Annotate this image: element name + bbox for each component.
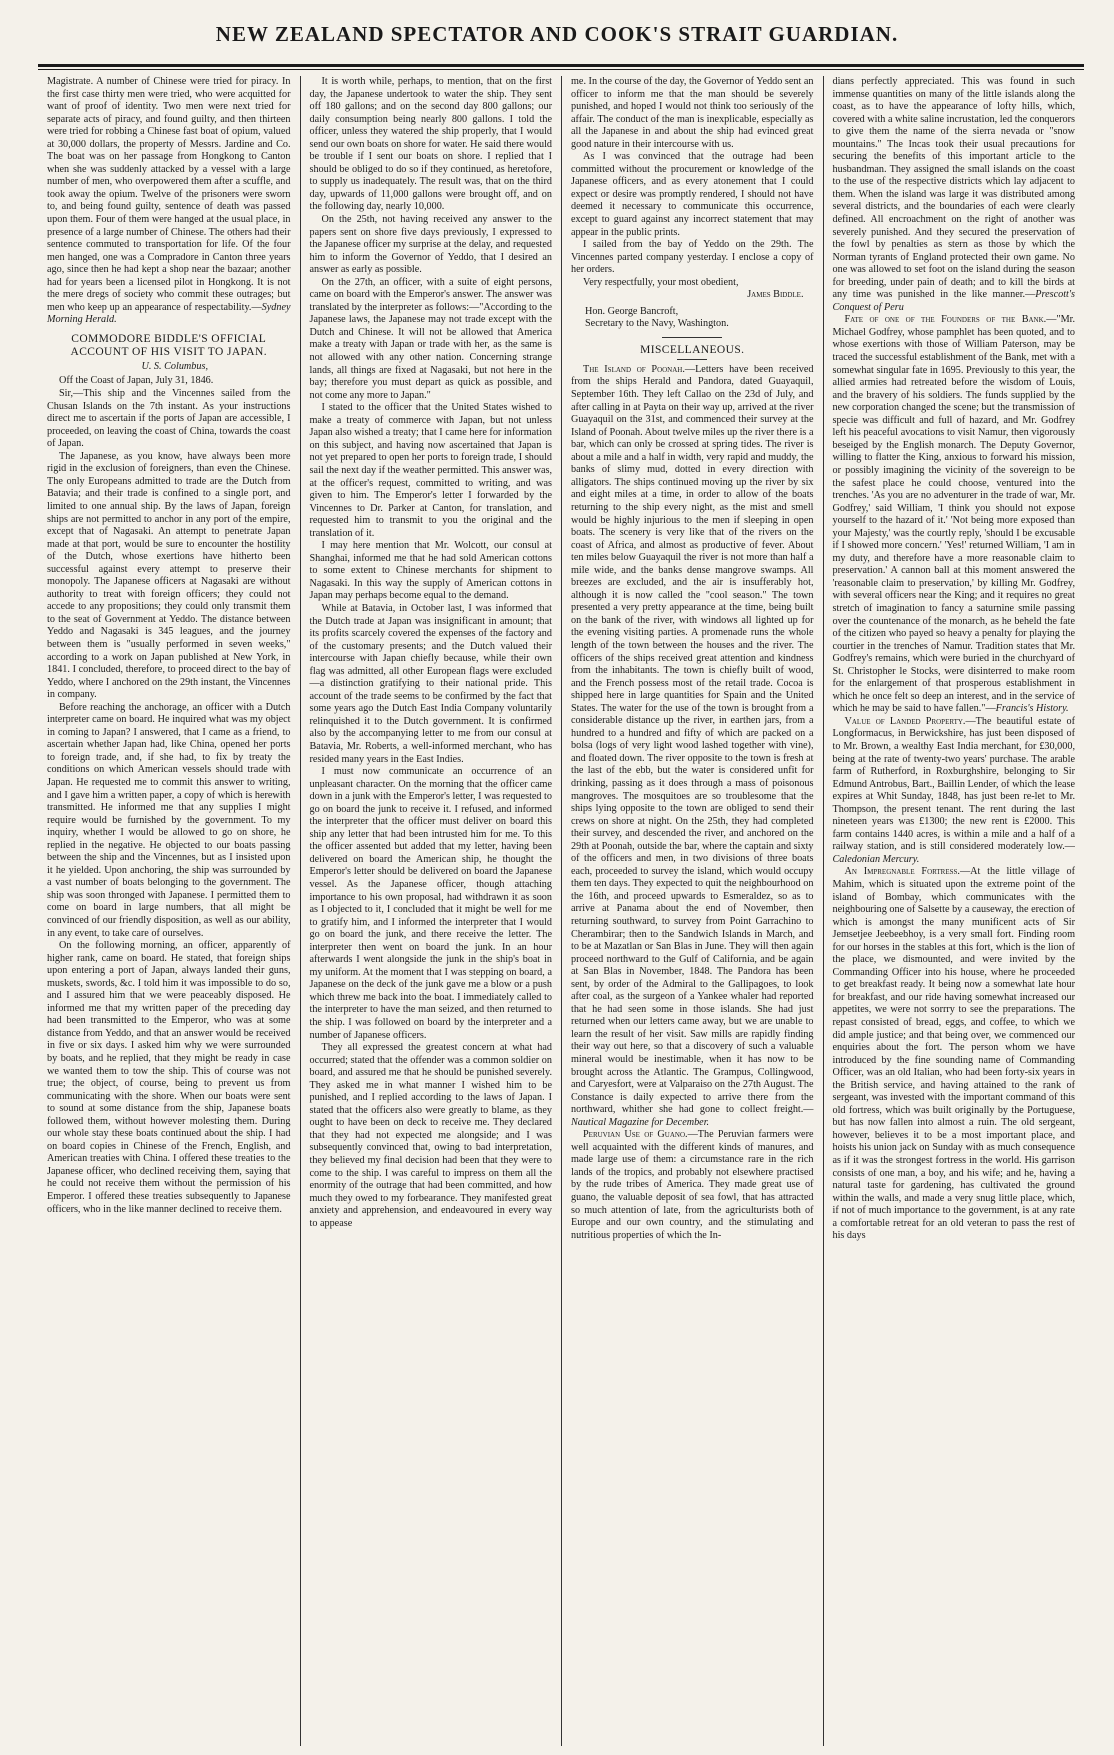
paragraph: It is worth while, perhaps, to mention, that on the first day, the Japanese undertook to water the ship. They sent off 180 gallons; and on the second day 800 gallons; our daily consumption being nearly 800 gallons. I told the officer, unless they watered the ship properly, that I would send our own boats on shore for water. He said there would be trouble if I sent our boats on shore. I replied that I should be obliged to do so if they continued, as heretofore, to supply us inadequately. The result was, that on the third day, upwards of 11,000 gallons were brought off, and on the following day, nearly 10,000. bbox=[309, 76, 552, 213]
item-title: Value of Landed Property. bbox=[844, 715, 966, 727]
paragraph: I must now communicate an occurrence of an unpleasant character. On the morning that the officer came down in a junk with the Emperor's letter, I was requested to go on board the junk to receive it. I refused, and informed the interpreter that the officer must deliver on board this ship any letter that had been intrusted him for me. To this the officer assented but added that my letter, having been delivered on board the American ship, he thought the Emperor's letter should be delivered on board the Japanese vessel. As the Japanese officer, though attaching importance to his own proposal, had withdrawn it as soon as I objected to it, I concluded that it might be well for me to gratify him, and I informed the interpreter that I would go on board the junk, and there receive the letter. The interpreter then went on board the junk. In an hour afterwards I went alongside the junk in the ship's boat in my uniform. At the moment that I was stepping on board, a Japanese on the deck of the junk gave me a blow or a push which threw me back into the boat. I immediately called to the interpreter to have the man seized, and then returned to the ship. I was followed on board by the interpreter and a number of Japanese officers. bbox=[309, 766, 552, 1041]
masthead-rule-thick bbox=[38, 64, 1084, 67]
paragraph bbox=[47, 76, 291, 327]
paragraph bbox=[833, 314, 1076, 716]
column-4 bbox=[823, 76, 1085, 1746]
column-1 bbox=[38, 76, 300, 1746]
item-title: Fate of one of the Founders of the Bank. bbox=[844, 314, 1047, 326]
paragraph: On the 27th, an officer, with a suite of eight persons, came on board with the Emperor's answer. The answer was translated by the interpreter as follows:—"According to the Japanese laws, the Japanese may not trade except with the Dutch and Chinese. It will not be allowed that America make a treaty with Japan or trade with her, as the same is not allowed with any other nation. Concerning strange lands, all things are fixed at Nagasaki, but not here in the bay; therefore you must depart as quick as possible, and not come any more to Japan." bbox=[309, 276, 552, 401]
paragraph: On the 25th, not having received any answer to the papers sent on shore five days previously, I expressed to the Japanese officer my surprise at the delay, and requested him to inform the Governor of Yeddo, that I desired an answer as early as possible. bbox=[309, 214, 552, 276]
source-citation: Sydney Morning Herald. bbox=[47, 301, 291, 326]
text: —The Peruvian farmers were well acquainted with the different kinds of manures, and made large use of them: a circumstance rare in the rich lands of the tropics, and probably not elsewhere practised by the rude tribes of America. They made great use of guano, the valuable deposit of sea fowl, that has attracted so much attention of late, from the agriculturists both of Europe and our own country, and the stimulating and nutritious properties of which the In- bbox=[571, 1129, 814, 1241]
paragraph bbox=[571, 364, 814, 1129]
text: —At the little village of Mahim, which is situated upon the extreme point of the island of Bombay, which communicates with the neighbouring one of Salsette by a causeway, the erection of which is amongst the many munificent acts of Sir Jemsetjee Jeebeebhoy, is a very small fort. Finding room for our horses in the stables at this fort, which is the lion of the place, we dismounted, and were invited by the Commanding Officer into his house, where he proceeded to get breakfast ready. It being now a somewhat late hour for breakfast, and our ride having somewhat increased our appetites, we were not sorrry to see the preparations. The repast consisted of bread, eggs, and coffee, to which we did ample justice; and that being over, we commenced our enquiries about the fort. The person whom we have introduced by the fine sounding name of Commanding Officer, was an old Italian, who had been forty-six years in the British service, and having attained to the rank of sergeant, was invested with the important command of this old fortress, which was built originally by the Portuguese, but has now fallen into almost a ruin. The old sergeant, however, believes it to be a most important place, and hoists his union jack on Sunday with as much consequence as if it was the strongest fortress in the world. His garrison consists of one man, a boy, and his wife; and he, having a natural taste for gardening, has cultivated the ground within the walls, and made a very snug little place, which, if not of much importance to the government, is at any rate a comfortable retreat for an old veteran to pass the rest of his days bbox=[832, 866, 1075, 1242]
addressee-title: Secretary to the Navy, Washington. bbox=[585, 318, 729, 330]
paragraph: While at Batavia, in October last, I was informed that the Dutch trade at Japan was insignificant in amount; that its profits scarcely covered the expenses of the factory and of the customary presents; and the Dutch valued their intercourse with Japan chiefly because, while their own flag was admitted, all other European flags were excluded—a distinction gratifying to their national pride. This account of the trade seems to be confirmed by the fact that some years ago the Dutch East India Company voluntarily relinquished it to the Dutch government. It is confirmed also by the accompanying letter to me from our consul at Batavia, Mr. Roberts, a well-informed merchant, who has resided many years in the East Indies. bbox=[309, 602, 552, 765]
paragraph bbox=[833, 866, 1076, 1242]
masthead: NEW ZEALAND SPECTATOR AND COOK'S STRAIT GUARDIAN. bbox=[215, 22, 899, 46]
source-citation: Nautical Magazine for December. bbox=[571, 1116, 710, 1128]
item-title: Peruvian Use of Guano. bbox=[583, 1129, 688, 1141]
paragraph: On the following morning, an officer, apparently of higher rank, came on board. He stated, that foreign ships upon entering a port of Japan, always landed their guns, muskets, swords, &c. I told him it was impossible to do so, and I assured him that we were peaceably disposed. He informed me that my written paper of the preceding day had been transmitted to the Emperor, who was at some distance from Yeddo, and that an answer would be received in five or six days. I asked him why we were surrounded by boats, and he replied, that they might be ready in case we wanted them to tow the ship. This of course was not true; the object, of course, being to prevent us from communicating with the shore. When our boats were sent to sound at some distance from the ship, Japanese boats followed them, without however molesting them. During our whole stay these boats continued about the ship. I had on board copies in Chinese of the French, English, and American treaties with China. I offered these treaties to the Japanese officer, who declined receiving them, saying that he could not receive them without the permission of his Emperor. I offered these treaties subsequently to Japanese officers, who in the like manner declined to receive them. bbox=[47, 940, 291, 1215]
paragraph bbox=[833, 716, 1076, 867]
ship-name: U. S. Columbus, bbox=[141, 360, 208, 372]
paragraph: Very respectfully, your most obedient, bbox=[583, 276, 739, 288]
item-title: An Impregnable Fortress. bbox=[844, 866, 960, 878]
column-3 bbox=[561, 76, 823, 1746]
paragraph bbox=[571, 1129, 814, 1242]
columns bbox=[38, 76, 1084, 1746]
paragraph: Before reaching the anchorage, an officer with a Dutch interpreter came on board. He inquired what was my object in coming to Japan? I answered, that I came as a friend, to ascertain whether Japan had, like China, opened her ports to foreign trade, and, if she had, to fix by treaty the conditions on which American vessels should trade with Japan. He requested me to commit this answer to writing, and I gave him a written paper, a copy of which is herewith transmitted. He informed me that any supplies I might require would be furnished by the government. To my inquiry, whether I would be allowed to go on shore, he replied in the negative. He objected to our boats passing between the ship and the Vincennes, but as I insisted upon it he yielded. Upon anchoring, the ship was surrounded by a vast number of boats belonging to the government. The ship was soon thronged with Japanese. I permitted them to come on board in large numbers, that all might be convinced of our friendly disposition, as well as our ability, in any event, to take care of ourselves. bbox=[47, 701, 291, 939]
column-2 bbox=[300, 76, 562, 1746]
section-heading: MISCELLANEOUS. bbox=[640, 343, 745, 356]
text: Magistrate. A number of Chinese were tried for piracy. In the first case thirty men were tried, who were acquitted for want of proof of identity. Two men were next tried for separate acts of piracy, and found guilty, and then thirteen were tried for robbing a Chinese fast boat of opium, valued at 30,000 dollars, the property of Messrs. Jardine and Co. The boat was on her passage from Hongkong to Canton when she was suddenly attacked by a vessel with a large number of men, who overpowered them after a scuffle, and took away the opium. Twelve of the prisoners were sworn to, and being found guilty, sentence of death was passed upon them. Four of them were hanged at the usual place, in presence of a large number of Chinese. The others had their sentence commuted to transportation for life. Of the four men hanged, one was a Compradore in Canton three years ago, since then he had kept a shop near the bazaar; another had for years been a licensed pilot in Hongkong. It is not the mere dregs of society who commit these outrages; but men who keep up an appearance of respectability.— bbox=[47, 76, 291, 313]
paragraph: Sir,—This ship and the Vincennes sailed from the Chusan Islands on the 7th instant. As your instructions direct me to ascertain if the ports of Japan are accessible, I proceeded, on leaving the coast of China, towards the coast of Japan. bbox=[47, 388, 291, 450]
signature: James Biddle. bbox=[747, 289, 804, 301]
source-citation: Prescott's Conquest of Peru bbox=[832, 289, 1075, 313]
section-divider bbox=[677, 359, 707, 360]
source-citation: Caledonian Mercury. bbox=[832, 853, 920, 865]
text: —Letters have been received from the ships Herald and Pandora, dated Guayaquil, September 16th. They left Callao on the 23d of July, and after calling in at Payta on their way up, arrived at the river Guayaquil on the 31st, and commenced their survey at the Island of Poonah. About twelve miles up the river there is a bar, which can only be crossed at spring tides. The river is about a mile and a half in width, very rapid and muddy, the banks of slimy mud, dotted in every direction with alligators. The ships continued moving up the river by six and eight miles at a time, in order to allow of the boats returning to the ship every night, as the mist and smell would be highly injurious to the men if sleeping in open boats. The scenery is very like that of the rivers on the coast of Africa, and almost as productive of fever. About ten miles below Guayaquil the river is not more than half a mile wide, and the banks dense mangrove swamps. All breezes are excluded, and the air is insufferably hot, although it is now called the "cool season." The town presented a very pretty appearance at the time, being built on the bank of the river, with windows all lighted up for the evening visiting parties. A promenade runs the whole length of the town between the houses and the river. The officers of the ships received great attention and kindness from the inhabitants. The town is chiefly built of wood, and the French possess most of the retail trade. Cocoa is shipped here in large quantities for Spain and the United States. The water for the use of the town is brought from a considerable distance up the river, in earthen jars, from a hundred to a hundred and fifty of which are packed on a bolsa (logs of very light wood lashed together with vine), and floated down. The river opposite to the town is fresh at the last of the ebb, but the water is considered unfit for drinking, passing as it does through a mass of poisonous mangroves. The mosquitoes are so troublesome that the ships lying opposite to the town are obliged to send their crews on shore at night. On the 25th, they had completed their survey, and descended the river, and anchored on the 29th at Poonah, outside the bar, where the captain and sixty of the officers and men, in two divisions of three boats each, proceeded to survey the island, which would occupy them ten days. They expected to quit the neighbourhood on the 16th, and proceed upwards to Esmeraldez, so as to arrive at Panama about the end of November, then returning southward, to survey from Point Garrachino to Cherambirar; then to the Sandwich Islands in March, and to be at Mazatlan or San Blas in June. They will then again proceed northward to the Gulf of California, and be again at San Blas in November, 1848. The Pandora has been sent, by order of the Admiral to the Gallipagoes, to look after coal, as the surgeon of a Yankee whaler had reported that he had seen some in those islands. She had just returned when our letters came away, but we are unable to learn the result of her visit. Saw mills are rapidly finding their way out here, so that a discovery of such a valuable mineral would be inestimable, when it has now to be brought across the Atlantic. The Grampus, Collingwood, and Caryesfort, were at Valparaiso on the 27th August. The Constance is daily expected to arrive there from the northward, whither she had gone to collect freight.— bbox=[571, 363, 814, 1116]
paragraph bbox=[833, 76, 1076, 314]
article-heading: COMMODORE BIDDLE'S OFFICIAL ACCOUNT OF HIS VISIT TO JAPAN. bbox=[70, 332, 267, 358]
source-citation: Francis's History. bbox=[995, 703, 1069, 715]
paragraph: me. In the course of the day, the Governor of Yeddo sent an officer to inform me that the man should be severely punished, and hoped I would not think too seriously of the affair. The conduct of the man is inexplicable, especially as all the Japanese in and about the ship had evinced great good nature in their intercourse with us. bbox=[571, 76, 814, 150]
paragraph: I sailed from the bay of Yeddo on the 29th. The Vincennes parted company yesterday. I enclose a copy of her orders. bbox=[571, 239, 814, 276]
paragraph: I may here mention that Mr. Wolcott, our consul at Shanghai, informed me that he had sold American cottons to some extent to Chinese merchants for shipment to Nagasaki. In this way the supply of American cottons in Japan may perhaps become equal to the demand. bbox=[309, 540, 552, 602]
text: —The beautiful estate of Longformacus, in Berwickshire, has just been disposed of to Mr. Brown, a wealthy East India merchant, for £30,000, being at the rate of twenty-two years' purchase. The arable farm of Rutherford, in Roxburghshire, belonging to Sir Edmund Antrobus, Bart., Baillin Lender, of which the lease expires at Whit Sunday, 1848, has just been re-let to Mr. Thompson, the present tenant. The rent during the last nineteen years was £1300; the new rent is £2000. This farm contains 1440 acres, is within a mile and a half of a railway station, and is still considered moderately low.— bbox=[832, 715, 1075, 853]
item-title: The Island of Poonah. bbox=[583, 363, 685, 375]
paragraph: They all expressed the greatest concern at what had occurred; stated that the offender was a common soldier on board, and assured me that he should be punished severely. They asked me in what manner I wished him to be punished, and I replied according to the laws of Japan. I stated that the officers also were greatly to blame, as they ought to have been on deck to receive me. They declared that they had not expected me alongside; and I was subsequently convinced that, owing to bad interpretation, they believed my final decision had been that they were to come to the ship. I was careful to impress on them all the enormity of the outrage that had been committed, and how much they owed to my forbearance. They manifested great anxiety and apprehension, and endeavoured in every way to appease bbox=[309, 1042, 552, 1229]
paragraph: As I was convinced that the outrage had been committed without the procurement or knowledge of the Japanese officers, and as every atonement that I could expect or desire was promptly rendered, I should not have deemed it necessary to communicate this occurrence, except to guard against any incorrect statement that may appear in the public prints. bbox=[571, 151, 814, 238]
section-divider bbox=[662, 337, 722, 338]
text: —"Mr. Michael Godfrey, whose pamphlet has been quoted, and to whose exertions with those of William Paterson, may be traced the successful establishment of the Bank, met with a somewhat singular fate in 1695. Previously to this year, the allied armies had retreated before the wisdom of Louis, and the bravery of his soldiers. The funds supplied by the new corporation changed the scene; but the transmission of specie was difficult and full of hazard, and Mr. Godfrey left his peaceful avocations to visit Namur, then vigorously beseiged by the English monarch. The Deputy Governor, willing to flatter the King, anxious to forward his mission, or possibly imagining the vicinity of the sovereign to be the safest place he could choose, ventured into the trenches. 'As you are no adventurer in the trade of war, Mr. Godfrey,' said William, 'I think you should not expose yourself to the hazard of it.' 'Not being more exposed than your Majesty,' was the courtly reply, 'should I be excusable if I showed more concern.' 'Yes!' returned William, 'I am in my duty, and therefore have a more reasonable claim to preservation.' A cannon ball at this moment answered the 'reasonable claim to preservation,' by killing Mr. Godfrey, with several officers near the King; and it requires no great stretch of imagination to fancy a saturnine smile passing over the countenance of the monarch, as he beheld the fate of the citizen who payed so heavy a penalty for playing the courtier in the trenches of Namur. Tradition states that Mr. Godfrey's remains, which were buried in the churchyard of St. Christopher le Stocks, were disinterred to make room for the enlargement of that prosperous establishment in which he once felt so deep an interest, and in the service of which he may be said to have fallen."— bbox=[832, 314, 1075, 715]
masthead-rule-thin bbox=[38, 69, 1084, 70]
addressee: Hon. George Bancroft, bbox=[585, 305, 679, 317]
text: dians perfectly appreciated. This was found in such immense quantities on many of the little islands along the coast, as to have the appearance of lofty hills, which, covered with a white saline incrustation, led the conquerors to give them the name of the sierra nevada or "snow mountains." The Incas took their usual precautions for securing the benefits of this important article to the husbandman. They assigned the small islands on the coast to the use of the respective districts which lay adjacent to them. When the island was large it was distributed among several districts, and the boundaries of each were clearly defined. All encroachment on the right of another was severely punished. And they secured the preservation of the fowl by penalties as stern as those by which the Norman tyrants of England protected their own game. No one was allowed to set foot on the island during the season for breeding, under pain of death; and to kill the birds at any time was punished in the like manner.— bbox=[832, 76, 1075, 301]
dateline: Off the Coast of Japan, July 31, 1846. bbox=[59, 375, 214, 387]
paragraph: The Japanese, as you know, have always been more rigid in the exclusion of foreigners, than even the Chinese. The only Europeans admitted to trade are the Dutch from Batavia; and their trade is confined to a single port, and limited to one annual ship. By the laws of Japan, foreign ships are not permitted to anchor in any port of the empire, except that of Nagasaki. An attempt to penetrate Japan made at that port, would be sure to encounter the hostility of the Dutch, whose exertions have hitherto been successful against every attempt to preserve their monopoly. The Japanese officers at Nagasaki are without authority to treat with foreign officers; they could not accede to any propositions; they could only transmit them to the seat of Government at Yeddo. The distance between Yeddo and Nagasaki is 345 leagues, and the journey between them is "usually performed in seven weeks," according to a work on Japan published at New York, in 1841. I concluded, therefore, to proceed direct to the bay of Yeddo, where I anchored on the 29th instant, the Vincennes in company. bbox=[47, 450, 291, 701]
paragraph: I stated to the officer that the United States wished to make a treaty of commerce with Japan, but not unless Japan also wished a treaty; that I came here for information on this subject, and having now ascertained that Japan is not yet prepared to open her ports to foreign trade, I should sail the next day if the weather permitted. This answer was, at the officer's request, committed to writing, and was given to him. The Emperor's letter I forwarded by the Vincennes to Dr. Parker at Canton, for translation, and requested him to transmit to you the original and the translation of it. bbox=[309, 402, 552, 539]
